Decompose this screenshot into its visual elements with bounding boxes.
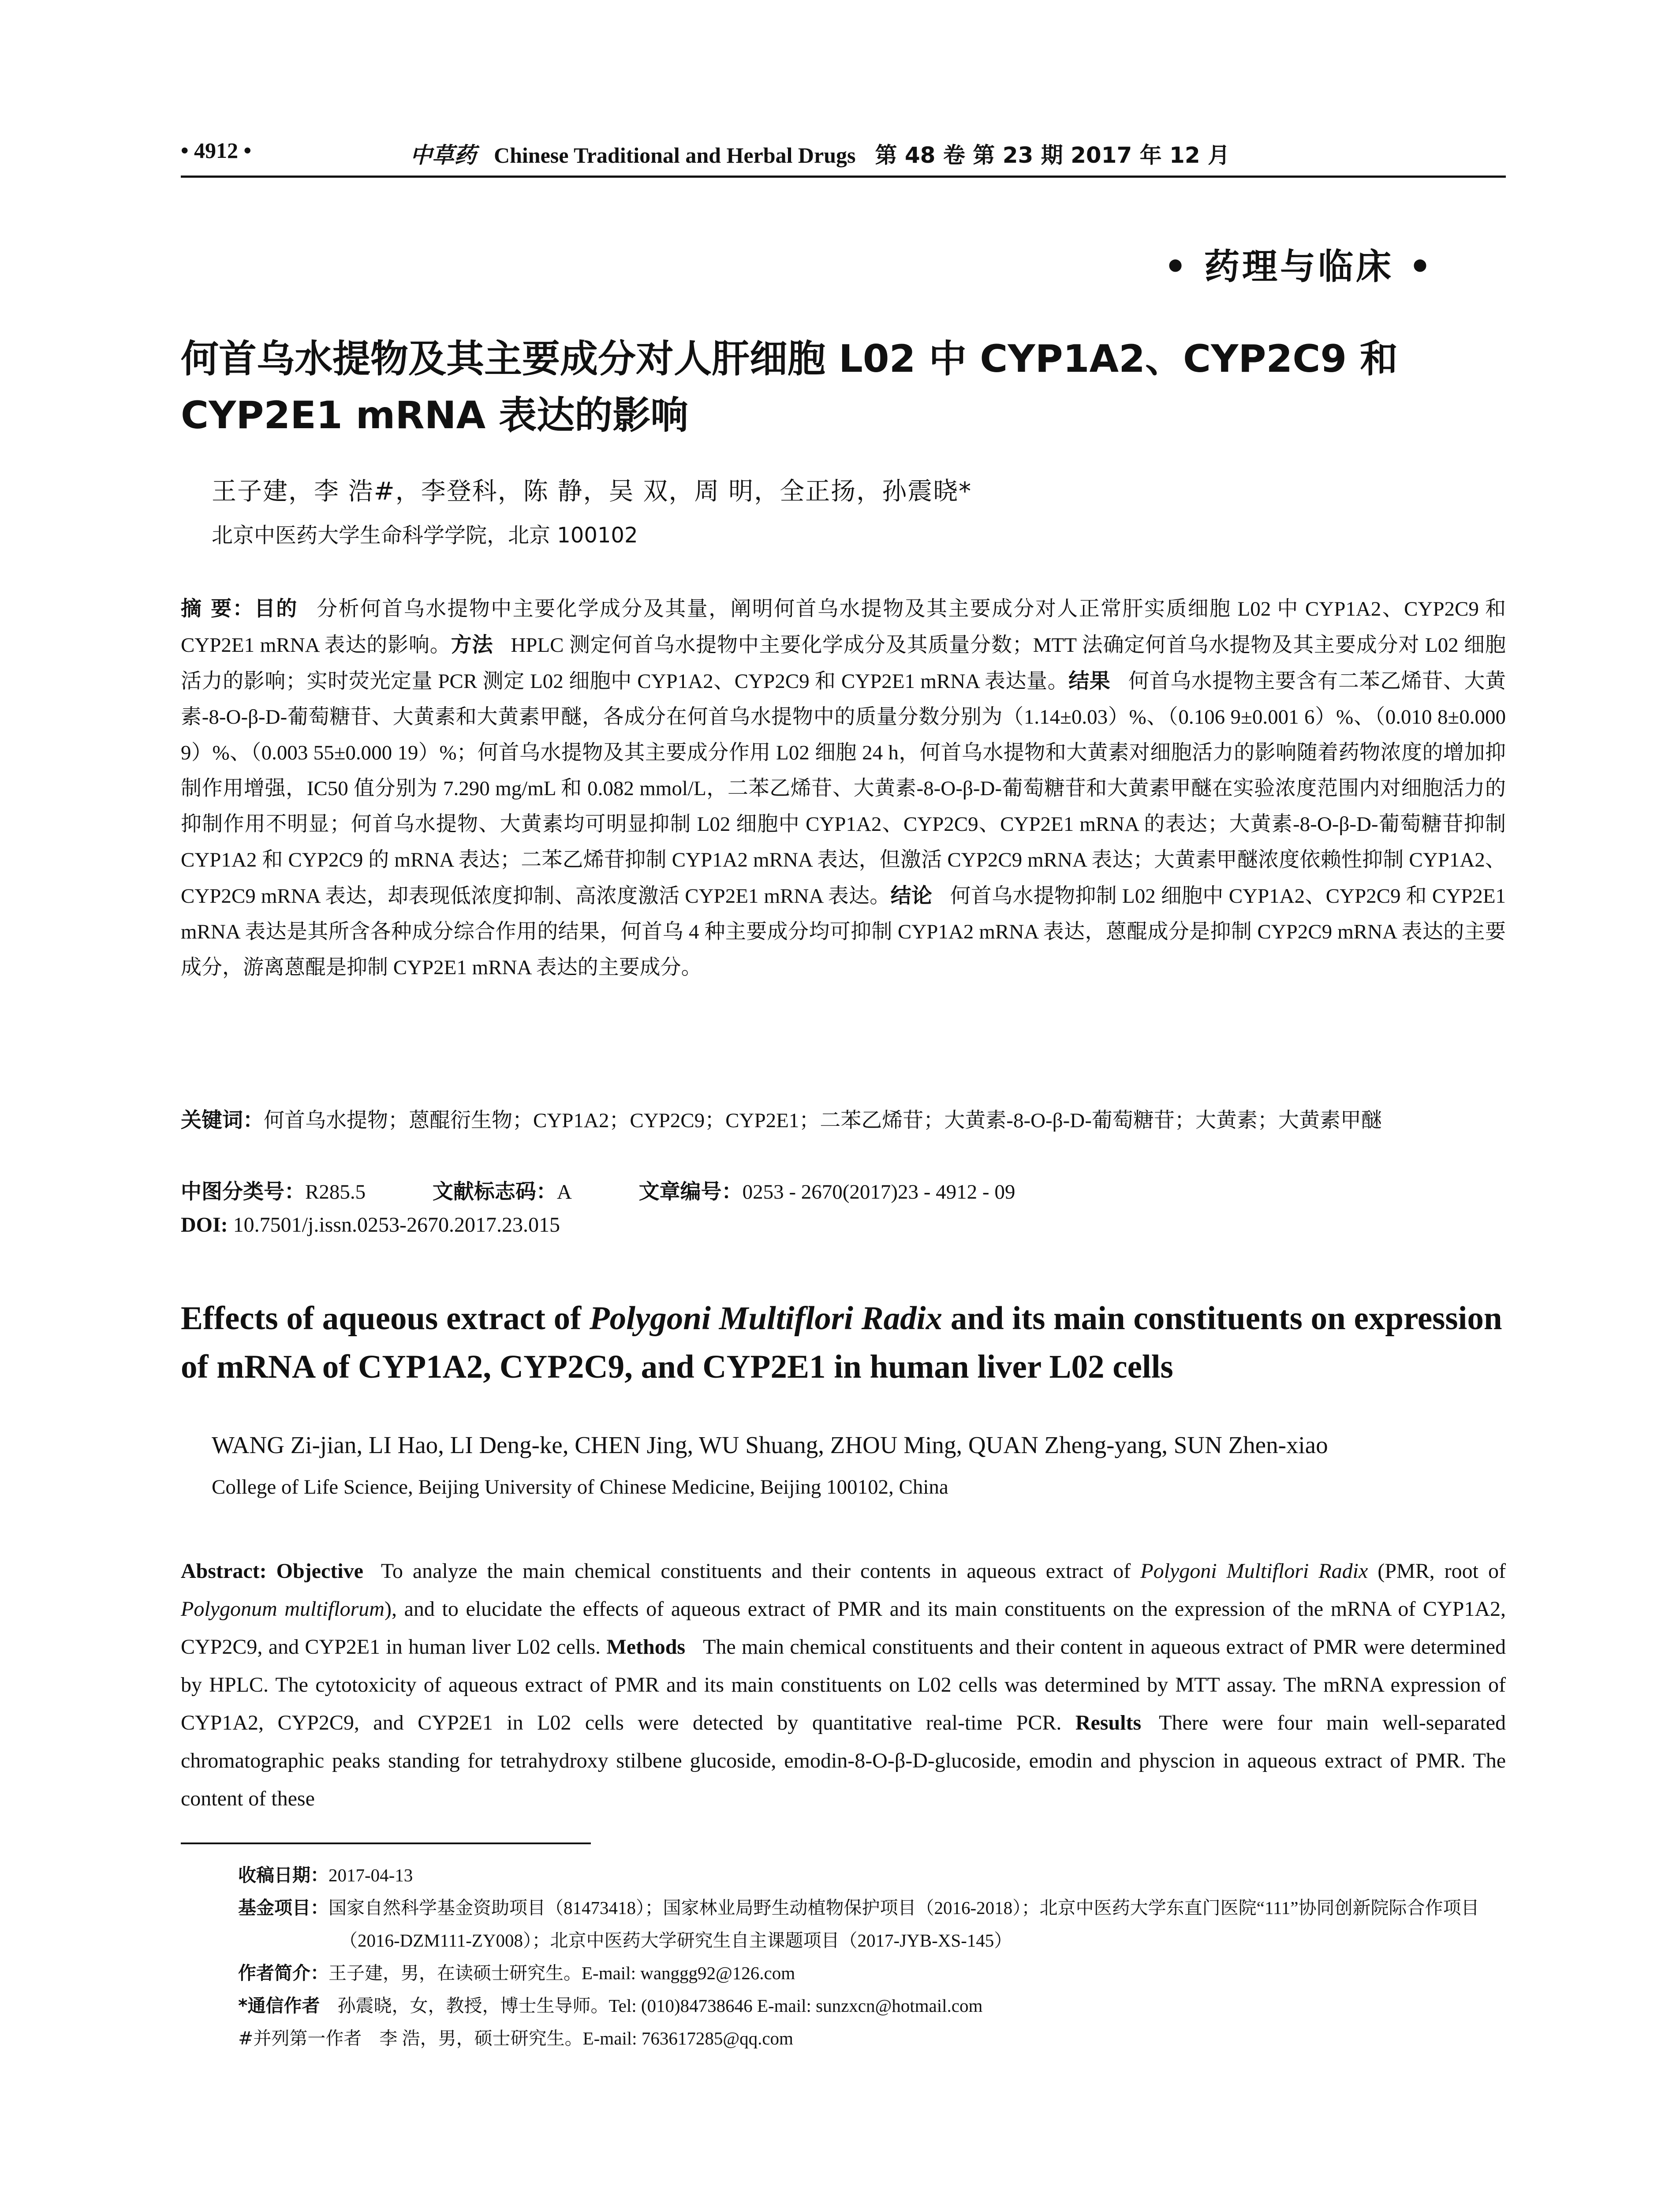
article-number-label: 文章编号： xyxy=(638,1180,743,1204)
fund-label: 基金项目： xyxy=(238,1897,329,1918)
journal-title xyxy=(410,138,1230,169)
en-objective-text-b: (PMR, root of xyxy=(1368,1559,1506,1583)
cn-results-text: 何首乌水提物主要含有二苯乙烯苷、大黄素-8-O-β-D-葡萄糖苷、大黄素和大黄素甲醚，各成分在何首乌水提物中的质量分数分别为（1.14±0.03）%、（0.106 9±0.001 6）%、（0.010 8±0.000 9）%、（0.003 55±0.000 19）%；何首乌水提物及其主要成分作用 L02 细胞 24 h，何首乌水提物和大黄素对细胞活力的影响随着药物浓度的增加抑制作用增强，IC50 值分别为 7.290 mg/mL 和 0.082 mmol/L，二苯乙烯苷、大黄素-8-O-β-D-葡萄糖苷和大黄素甲醚在实验浓度范围内对细胞活力的抑制作用不明显；何首乌水提物、大黄素均可明显抑制 L02 细胞中 CYP1A2、CYP2C9、CYP2E1 mRNA 的表达；大黄素-8-O-β-D-葡萄糖苷抑制 CYP1A2 和 CYP2C9 的 mRNA 表达；二苯乙烯苷抑制 CYP1A2 mRNA 表达，但激活 CYP2C9 mRNA 表达；大黄素甲醚浓度依赖性抑制 CYP1A2、CYP2C9 mRNA 表达，却表现低浓度抑制、高浓度激活 CYP2E1 mRNA 表达。 xyxy=(181,670,1506,908)
en-objective-text-c: ), and to elucidate the effects of aqueous extract of PMR and its main constituents on the expression of the mRNA of CYP1A2, CYP2C9, and CYP2E1 in human liver L02 cells. xyxy=(181,1597,1506,1659)
fund-text: 国家自然科学基金资助项目（81473418）；国家林业局野生动植物保护项目（2016-2018）；北京中医药大学东直门医院“111”协同创新院际合作项目（2016-DZM111-ZY008）；北京中医药大学研究生自主课题项目（2017-JYB-XS-145） xyxy=(329,1898,1479,1951)
cn-methods-text: HPLC 测定何首乌水提物中主要化学成分及其质量分数；MTT 法确定何首乌水提物及其主要成分对 L02 细胞活力的影响；实时荧光定量 PCR 测定 L02 细胞中 CYP1A2、CYP2C9 和 CYP2E1 mRNA 表达量。 xyxy=(181,634,1506,693)
footnotes xyxy=(238,1859,1508,2055)
cn-methods-label: 方法 xyxy=(451,633,493,657)
footnote-fund xyxy=(238,1891,1508,1957)
en-methods-text: The main chemical constituents and their content in aqueous extract of PMR were determined by HPLC. The cytotoxicity of aqueous extract of PMR and its main constituents on L02 cells was determined by MTT assay. The mRNA expression of CYP1A2, CYP2C9, and CYP2E1 in L02 cells were detected by quantitative real-time PCR. xyxy=(181,1635,1506,1734)
doi-line xyxy=(181,1213,560,1237)
en-methods-label: Methods xyxy=(606,1635,686,1659)
received-label: 收稿日期： xyxy=(238,1865,329,1886)
footnote-rule xyxy=(181,1842,591,1844)
cn-objective-label: 目的 xyxy=(254,597,298,621)
en-title xyxy=(181,1294,1508,1391)
en-title-italic: Polygoni Multiflori Radix xyxy=(589,1300,942,1337)
cn-affiliation: 北京中医药大学生命科学学院，北京 100102 xyxy=(212,523,638,548)
page-number: • 4912 • xyxy=(181,138,252,163)
en-abstract-label: Abstract: xyxy=(181,1559,267,1583)
doc-code-label: 文献标志码： xyxy=(432,1180,557,1204)
en-abstract xyxy=(181,1552,1506,1818)
en-results-label: Results xyxy=(1075,1711,1142,1734)
cn-title: 何首乌水提物及其主要成分对人肝细胞 L02 中 CYP1A2、CYP2C9 和 CYP2E1 mRNA 表达的影响 xyxy=(181,337,1398,437)
en-objective-text-a: To analyze the main chemical constituents and their contents in aqueous extract of xyxy=(381,1559,1141,1583)
article-number-value: 0253 - 2670(2017)23 - 4912 - 09 xyxy=(742,1181,1015,1203)
cn-authors: 王子建，李 浩#，李登科，陈 静，吴 双，周 明，全正扬，孙震晓* xyxy=(212,477,972,506)
cofirst-label: #并列第一作者 xyxy=(238,2028,362,2049)
doi-link[interactable]: 10.7501/j.issn.0253-2670.2017.23.015 xyxy=(233,1213,560,1237)
en-authors: WANG Zi-jian, LI Hao, LI Deng-ke, CHEN Jing, WU Shuang, ZHOU Ming, QUAN Zheng-yang, SUN Zhen-xiao xyxy=(212,1431,1328,1458)
doc-code-value: A xyxy=(556,1181,572,1203)
cn-conclusion-text: 何首乌水提物抑制 L02 细胞中 CYP1A2、CYP2C9 和 CYP2E1 mRNA 表达是其所含各种成分综合作用的结果，何首乌 4 种主要成分均可抑制 CYP1A2 mRNA 表达，蒽醌成分是抑制 CYP2C9 mRNA 表达的主要成分，游离蒽醌是抑制 CYP2E1 mRNA 表达的主要成分。 xyxy=(181,885,1506,979)
journal-name-en: Chinese Traditional and Herbal Drugs xyxy=(494,143,856,168)
en-title-part2: and its main constituents on expression of mRNA of CYP1A2, CYP2C9, and CYP2E1 in human liver L02 cells xyxy=(181,1300,1502,1385)
cn-abstract xyxy=(181,591,1506,986)
footnote-cofirst xyxy=(238,2022,1508,2055)
footnote-author xyxy=(238,1957,1508,1989)
en-results-text: There were four main well-separated chromatographic peaks standing for tetrahydroxy stilbene glucoside, emodin-8-O-β-D-glucoside, emodin and physcion in aqueous extract of PMR. The content of these xyxy=(181,1711,1506,1810)
clc-label: 中图分类号： xyxy=(181,1180,305,1204)
author-bio-label: 作者简介： xyxy=(238,1962,329,1984)
author-bio-text: 王子建，男，在读硕士研究生。E-mail: wanggg92@126.com xyxy=(329,1963,795,1983)
en-objective-italic-2: Polygonum multiflorum xyxy=(181,1597,385,1621)
cn-keywords-label: 关键词： xyxy=(181,1108,264,1132)
received-date: 2017-04-13 xyxy=(329,1865,413,1885)
header-rule xyxy=(181,176,1506,178)
footnote-corresponding xyxy=(238,1989,1508,2022)
section-tag: • 药理与临床 • xyxy=(1164,246,1434,287)
running-header xyxy=(181,138,1504,173)
classification-line xyxy=(181,1175,1506,1205)
footnote-received xyxy=(238,1859,1508,1891)
journal-issue: 第 48 卷 第 23 期 2017 年 12 月 xyxy=(875,142,1230,168)
en-objective-italic-1: Polygoni Multiflori Radix xyxy=(1140,1559,1368,1583)
cofirst-text: 李 浩，男，硕士研究生。E-mail: 763617285@qq.com xyxy=(379,2028,793,2048)
doi-label: DOI: xyxy=(181,1213,228,1237)
corresponding-label: *通信作者 xyxy=(238,1995,320,2016)
corresponding-text: 孙震晓，女，教授，博士生导师。Tel: (010)84738646 E-mail: sunzxcn@hotmail.com xyxy=(337,1996,983,2016)
journal-name-cn: 中草药 xyxy=(410,142,476,168)
cn-abstract-label: 摘 要： xyxy=(181,597,254,621)
cn-results-label: 结果 xyxy=(1068,669,1111,693)
clc-value: R285.5 xyxy=(305,1181,366,1203)
en-objective-label: Objective xyxy=(276,1559,363,1583)
en-title-part1: Effects of aqueous extract of xyxy=(181,1300,590,1337)
cn-objective-text: 分析何首乌水提物中主要化学成分及其量，阐明何首乌水提物及其主要成分对人正常肝实质细胞 L02 中 CYP1A2、CYP2C9 和 CYP2E1 mRNA 表达的影响。 xyxy=(181,598,1506,657)
cn-conclusion-label: 结论 xyxy=(890,884,933,908)
cn-keywords-text: 何首乌水提物；蒽醌衍生物；CYP1A2；CYP2C9；CYP2E1；二苯乙烯苷；大黄素-8-O-β-D-葡萄糖苷；大黄素；大黄素甲醚 xyxy=(264,1109,1382,1132)
en-affiliation: College of Life Science, Beijing University of Chinese Medicine, Beijing 100102, China xyxy=(212,1476,948,1499)
cn-keywords xyxy=(181,1102,1506,1139)
